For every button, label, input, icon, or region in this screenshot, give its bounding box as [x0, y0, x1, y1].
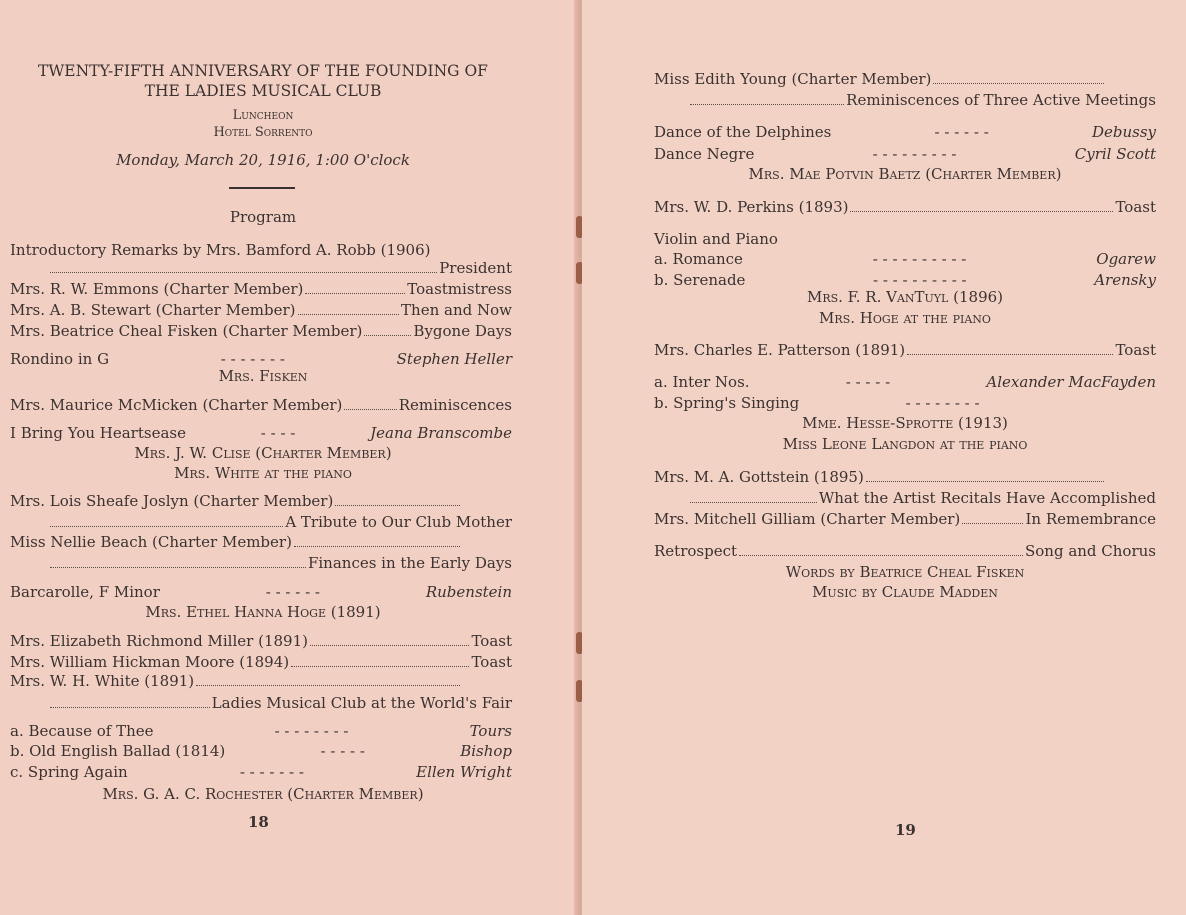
white-role-row	[48, 694, 512, 713]
words-credit: Words by Beatrice Cheal Fisken	[785, 563, 1025, 581]
music-item-spring-again	[10, 763, 512, 782]
music-item-romance	[654, 250, 1156, 269]
program-item-perkins	[654, 198, 1156, 217]
performer: Mrs. G. A. C. Rochester (Charter Member)	[102, 785, 424, 803]
divider-rule	[229, 187, 295, 189]
piece-title: I Bring You Heartsease	[10, 424, 186, 442]
dot-leader	[962, 523, 1023, 524]
speaker-role: Toast	[1115, 341, 1156, 359]
white-name-row	[10, 672, 462, 691]
dash-leader: - - - - -	[320, 742, 365, 760]
composer: Cyril Scott	[1074, 145, 1156, 163]
header-line-2: THE LADIES MUSICAL CLUB	[144, 82, 382, 100]
dot-leader	[690, 502, 817, 503]
hotel-label: Hotel Sorrento	[213, 125, 313, 140]
speaker-role: Reminiscences of Three Active Meetings	[846, 91, 1156, 109]
dot-leader	[907, 354, 1113, 355]
music-item-old-english-ballad	[10, 742, 512, 761]
joslyn-role-row	[48, 513, 512, 532]
composer: Stephen Heller	[396, 350, 512, 368]
intro-role-row	[48, 259, 512, 278]
dot-leader	[196, 685, 460, 686]
dot-leader	[50, 567, 306, 568]
composer: Arensky	[1094, 271, 1156, 289]
piece-title: Retrospect	[654, 542, 738, 560]
dot-leader	[933, 83, 1104, 84]
composer: Bishop	[460, 742, 512, 760]
right-page	[582, 0, 1186, 915]
violin-heading: Violin and Piano	[654, 230, 778, 248]
dash-leader: - - - - - -	[934, 123, 989, 141]
dash-leader: - - - - - - - -	[274, 722, 349, 740]
speaker-name: Mrs. W. D. Perkins (1893)	[654, 198, 849, 216]
dot-leader	[50, 707, 210, 708]
dash-leader: - - - - - -	[265, 583, 320, 601]
performer: Mrs. Ethel Hanna Hoge (1891)	[145, 603, 381, 621]
intro-remarks: Introductory Remarks by Mrs. Bamford A. Robb (1906)	[10, 241, 431, 259]
performer: Mrs. J. W. Clise (Charter Member)	[134, 444, 392, 462]
dot-leader	[298, 314, 400, 315]
speaker-name: Mrs. William Hickman Moore (1894)	[10, 653, 290, 671]
joslyn-name-row	[10, 492, 462, 511]
young-role-row	[688, 91, 1156, 110]
accompanist: Miss Leone Langdon at the piano	[782, 435, 1028, 453]
dash-leader: - - - - - - -	[220, 350, 285, 368]
speaker-name: Mrs. M. A. Gottstein (1895)	[654, 468, 864, 486]
event-date: Monday, March 20, 1916, 1:00 O'clock	[116, 151, 410, 169]
piece-title: a. Romance	[654, 250, 743, 268]
music-item-barcarolle	[10, 583, 512, 602]
accompanist: Mrs. Hoge at the piano	[819, 309, 991, 327]
speaker-role: Toast	[471, 653, 512, 671]
speaker-name: Mrs. Lois Sheafe Joslyn (Charter Member)	[10, 492, 334, 510]
dash-leader: - - - - - - - - - -	[873, 271, 967, 289]
composer: Ellen Wright	[416, 763, 512, 781]
piece-title: b. Spring's Singing	[654, 394, 800, 412]
speaker-role: Toast	[1115, 198, 1156, 216]
speaker-role: What the Artist Recitals Have Accomplished	[818, 489, 1156, 507]
music-item-because-of-thee	[10, 722, 512, 741]
dot-leader	[50, 526, 283, 527]
dash-leader: - - - - -	[845, 373, 891, 391]
composer: Tours	[469, 722, 512, 740]
piece-title: a. Inter Nos.	[654, 373, 750, 391]
page-number: 19	[895, 821, 916, 839]
program-item-miller	[10, 632, 512, 651]
composer: Rubenstein	[425, 583, 512, 601]
speaker-role: Then and Now	[401, 301, 512, 319]
speaker-name: Mrs. Beatrice Cheal Fisken (Charter Member)	[10, 322, 363, 340]
music-item-dance-negre	[654, 145, 1156, 164]
dot-leader	[305, 293, 405, 294]
speaker-role: In Remembrance	[1025, 510, 1156, 528]
dot-leader	[739, 555, 1023, 556]
dash-leader: - - - - - - -	[239, 763, 304, 781]
music-item-heartsease	[10, 424, 512, 443]
piece-title: a. Because of Thee	[10, 722, 154, 740]
speaker-name: Mrs. R. W. Emmons (Charter Member)	[10, 280, 304, 298]
speaker-name: Mrs. A. B. Stewart (Charter Member)	[10, 301, 296, 319]
speaker-name: Miss Edith Young (Charter Member)	[654, 70, 932, 88]
music-item-inter-nos	[654, 373, 1156, 392]
speaker-name: Miss Nellie Beach (Charter Member)	[10, 533, 292, 551]
dot-leader	[291, 666, 469, 667]
piece-type: Song and Chorus	[1024, 542, 1156, 560]
performer: Mrs. Fisken	[218, 367, 308, 385]
accompanist: Mrs. White at the piano	[174, 464, 352, 482]
speaker-role: A Tribute to Our Club Mother	[285, 513, 512, 531]
program-item-moore	[10, 653, 512, 672]
program-item-retrospect	[654, 542, 1156, 561]
gottstein-role-row	[688, 489, 1156, 508]
intro-role: President	[439, 259, 512, 277]
speaker-name: Mrs. W. H. White (1891)	[10, 672, 195, 690]
piece-title: b. Old English Ballad (1814)	[10, 742, 226, 760]
dot-leader	[294, 546, 460, 547]
program-item-patterson	[654, 341, 1156, 360]
music-item-delphines	[654, 123, 1156, 142]
music-credit: Music by Claude Madden	[812, 583, 998, 601]
young-name-row	[654, 70, 1106, 89]
dot-leader	[344, 409, 396, 410]
header-line-1: TWENTY-FIFTH ANNIVERSARY OF THE FOUNDING OF	[38, 62, 488, 80]
program-heading: Program	[229, 208, 297, 226]
gottstein-name-row	[654, 468, 1106, 487]
performer: Mrs. Mae Potvin Baetz (Charter Member)	[748, 165, 1062, 183]
program-item-stewart	[10, 301, 512, 320]
speaker-role: Ladies Musical Club at the World's Fair	[211, 694, 512, 712]
piece-title: Dance Negre	[654, 145, 755, 163]
luncheon-label: Luncheon	[232, 108, 294, 123]
dot-leader	[866, 481, 1104, 482]
left-page	[0, 0, 580, 915]
dot-leader	[310, 645, 469, 646]
piece-title: b. Serenade	[654, 271, 746, 289]
dash-leader: - - - - - - - -	[905, 394, 980, 412]
speaker-role: Reminiscences	[398, 396, 512, 414]
dash-leader: - - - - - - - - -	[872, 145, 957, 163]
composer: Alexander MacFayden	[986, 373, 1156, 391]
dot-leader	[335, 505, 460, 506]
dot-leader	[690, 104, 844, 105]
speaker-role: Toastmistress	[407, 280, 512, 298]
speaker-role: Toast	[471, 632, 512, 650]
piece-title: Dance of the Delphines	[654, 123, 832, 141]
speaker-name: Mrs. Maurice McMicken (Charter Member)	[10, 396, 343, 414]
music-item-springs-singing	[654, 394, 1086, 413]
program-item-gilliam	[654, 510, 1156, 529]
speaker-name: Mrs. Charles E. Patterson (1891)	[654, 341, 906, 359]
speaker-role: Bygone Days	[413, 322, 512, 340]
piece-title: Barcarolle, F Minor	[10, 583, 160, 601]
beach-name-row	[10, 533, 462, 552]
performer: Mrs. F. R. VanTuyl (1896)	[806, 288, 1004, 306]
composer: Debussy	[1091, 123, 1156, 141]
speaker-name: Mrs. Elizabeth Richmond Miller (1891)	[10, 632, 308, 650]
program-item-fisken	[10, 322, 512, 341]
beach-role-row	[48, 554, 512, 573]
piece-title: Rondino in G	[10, 350, 110, 368]
page-number: 18	[248, 813, 269, 831]
performer: Mme. Hesse-Sprotte (1913)	[802, 414, 1008, 432]
speaker-role: Finances in the Early Days	[307, 554, 512, 572]
composer: Jeana Branscombe	[370, 424, 512, 442]
dash-leader: - - - - - - - - - -	[872, 250, 967, 268]
dot-leader	[364, 335, 411, 336]
speaker-name: Mrs. Mitchell Gilliam (Charter Member)	[654, 510, 961, 528]
composer: Ogarew	[1096, 250, 1156, 268]
program-item-mcmicken	[10, 396, 512, 415]
dot-leader	[850, 211, 1113, 212]
program-item-emmons	[10, 280, 512, 299]
piece-title: c. Spring Again	[10, 763, 128, 781]
dot-leader	[50, 272, 437, 273]
dash-leader: - - - -	[260, 424, 296, 442]
